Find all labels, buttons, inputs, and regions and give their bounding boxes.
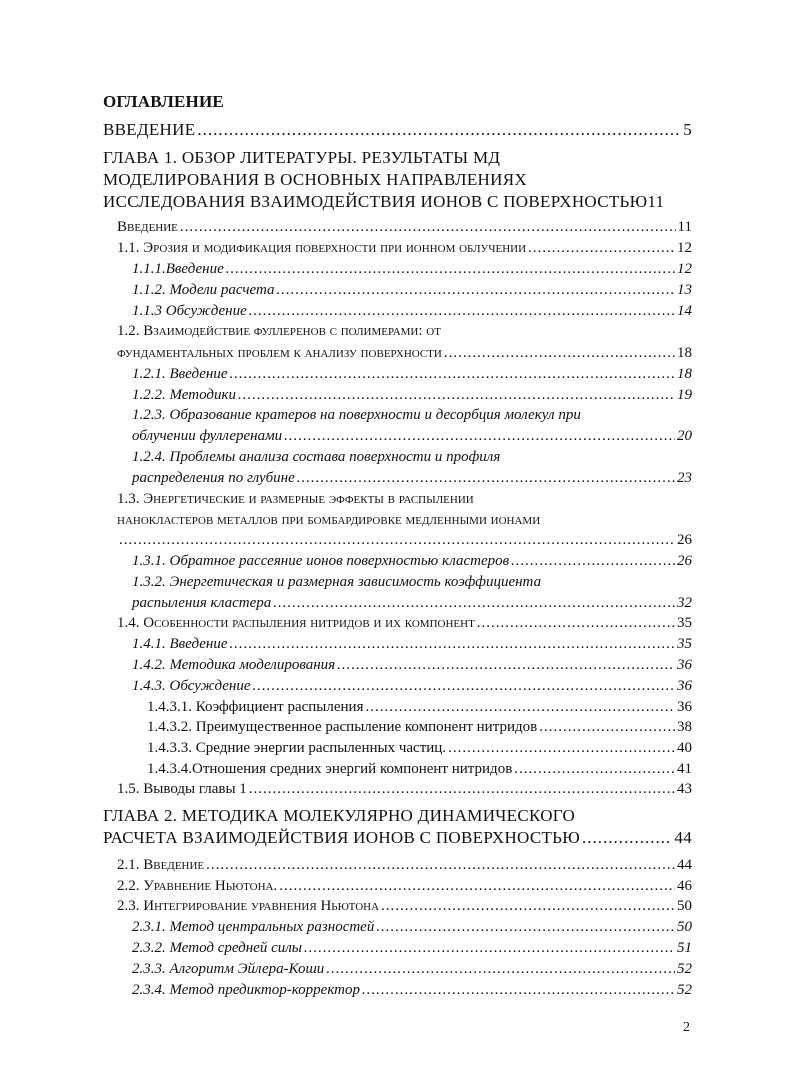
leader-dots [297, 470, 675, 487]
toc-entry-page: 19 [677, 387, 692, 403]
toc-entry-page: 20 [677, 428, 692, 444]
leader-dots [539, 719, 675, 736]
toc-entry-title: 2.3. Интегрирование уравнения Ньютона [117, 898, 380, 914]
toc-entry-title: 2.3.3. Алгоритм Эйлера-Коши [132, 961, 325, 977]
leader-dots [273, 595, 675, 612]
leader-dots [284, 428, 675, 445]
toc-entry-title: 1.1.1.Введение [132, 261, 224, 277]
toc-entry-page: 18 [677, 366, 692, 382]
toc-entry-2-3-2[interactable] [132, 940, 692, 957]
toc-entry-title: Введение [117, 219, 178, 235]
toc-entry-1-3-2[interactable] [132, 595, 692, 612]
leader-dots [253, 678, 676, 695]
leader-dots [304, 940, 675, 957]
toc-entry-page: 13 [677, 282, 692, 298]
leader-dots [376, 919, 675, 936]
toc-entry-title: распыления кластера [132, 595, 272, 611]
toc-entry-1-2-1[interactable] [132, 366, 692, 383]
toc-entry-page: 36 [677, 678, 692, 694]
leader-dots [582, 828, 672, 848]
toc-entry-title: 1.1.3 Обсуждение [132, 303, 247, 319]
toc-entry-page: 18 [677, 345, 692, 361]
toc-entry-title: 1.4.1. Введение [132, 636, 228, 652]
leader-dots [477, 615, 675, 632]
leader-dots [528, 240, 675, 257]
toc-entry-page: 52 [677, 961, 692, 977]
leader-dots [444, 345, 675, 362]
toc-entry-1-2[interactable] [117, 345, 692, 362]
toc-entry-1-3-1[interactable] [132, 553, 692, 570]
toc-entry-title: 2.3.2. Метод средней силы [132, 940, 302, 956]
toc-entry-page: 44 [677, 857, 692, 873]
toc-entry-page: 35 [677, 615, 692, 631]
toc-entry-page: 38 [677, 719, 692, 735]
toc-entry-page: 35 [677, 636, 692, 652]
toc-entry-title: 2.2. Уравнение Ньютона. [117, 878, 278, 894]
leader-dots [277, 282, 675, 299]
toc-entry-1-1-2[interactable] [132, 282, 692, 299]
toc-entry-2-3-3[interactable] [132, 961, 692, 978]
toc-entry-ch1-intro[interactable] [117, 219, 692, 236]
toc-entry-1-3-2-line-1[interactable]: 1.3.2. Энергетическая и размерная зависимость коэффициента [132, 574, 542, 590]
toc-entry-title: 1.4. Особенности распыления нитридов и их компонент [117, 615, 475, 631]
toc-entry-page: 36 [677, 657, 692, 673]
leader-dots [365, 699, 675, 716]
toc-entry-title: облучении фуллеренами [132, 428, 283, 444]
toc-entry-1-3-line-1[interactable]: 1.3. Энергетические и размерные эффекты в распылении [117, 491, 474, 507]
toc-entry-1-2-3[interactable] [132, 428, 692, 445]
toc-entry-2-3[interactable] [117, 898, 692, 915]
toc-entry-page: 23 [677, 470, 692, 486]
toc-entry-page: 36 [677, 699, 692, 715]
toc-entry-page: 12 [677, 261, 692, 277]
leader-dots [511, 553, 675, 570]
toc-heading: ОГЛАВЛЕНИЕ [103, 92, 224, 111]
toc-entry-1-3[interactable] [117, 532, 692, 549]
toc-entry-title: 1.4.3.2. Преимущественное распыление компонент нитридов [147, 719, 538, 735]
toc-entry-page: 50 [677, 898, 692, 914]
leader-dots [197, 120, 681, 140]
toc-entry-1-2-4-line-1[interactable]: 1.2.4. Проблемы анализа состава поверхности и профиля [132, 449, 501, 465]
toc-entry-1-4[interactable] [117, 615, 692, 632]
toc-entry-1-5[interactable] [117, 781, 692, 798]
toc-entry-page: 12 [677, 240, 692, 256]
leader-dots [381, 898, 675, 915]
toc-entry-1-2-2[interactable] [132, 387, 692, 404]
leader-dots [279, 878, 675, 895]
toc-entry-page: 43 [677, 781, 692, 797]
toc-entry-page: 26 [677, 553, 692, 569]
toc-entry-1-4-3-2[interactable] [147, 719, 692, 736]
toc-entry-1-4-2[interactable] [132, 657, 692, 674]
toc-entry-1-1-3[interactable] [132, 303, 692, 320]
toc-entry-page: 46 [677, 878, 692, 894]
toc-entry-title: РАСЧЕТА ВЗАИМОДЕЙСТВИЯ ИОНОВ С ПОВЕРХНОСТЬЮ [103, 828, 580, 847]
leader-dots [249, 303, 675, 320]
toc-entry-2-3-4[interactable] [132, 982, 692, 999]
toc-entry-title: распределения по глубине [132, 470, 295, 486]
toc-entry-chapter-2[interactable] [103, 828, 692, 848]
leader-dots [249, 781, 675, 798]
leader-dots [230, 366, 676, 383]
toc-entry-1-3-line-2[interactable]: нанокластеров металлов при бомбардировке медленными ионами [117, 512, 541, 528]
toc-entry-1-4-3[interactable] [132, 678, 692, 695]
toc-entry-2-3-1[interactable] [132, 919, 692, 936]
leader-dots [180, 219, 676, 236]
toc-entry-title: 1.4.2. Методика моделирования [132, 657, 336, 673]
chapter-1-title-line-2[interactable]: МОДЕЛИРОВАНИЯ В ОСНОВНЫХ НАПРАВЛЕНИЯХ [103, 170, 527, 189]
toc-entry-page: 26 [677, 532, 692, 548]
toc-entry-title: 1.2.2. Методики [132, 387, 236, 403]
chapter-2-title-line-1[interactable]: ГЛАВА 2. МЕТОДИКА МОЛЕКУЛЯРНО ДИНАМИЧЕСКОГО [103, 806, 576, 825]
leader-dots [514, 761, 675, 778]
toc-entry-page: 41 [677, 761, 692, 777]
toc-entry-title: ВВЕДЕНИЕ [103, 120, 196, 139]
toc-entry-page: 40 [677, 740, 692, 756]
toc-entry-title: 1.1. Эрозия и модификация поверхности при ионном облучении [117, 240, 527, 256]
toc-entry-page: 52 [677, 982, 692, 998]
toc-entry-1-1[interactable] [117, 240, 692, 257]
toc-entry-title: 2.3.4. Метод предиктор-корректор [132, 982, 360, 998]
toc-entry-1-2-line-1[interactable]: 1.2. Взаимодействие фуллеренов с полимерами: от [117, 323, 441, 339]
toc-entry-title: 1.5. Выводы главы 1 [117, 781, 247, 797]
leader-dots [226, 261, 675, 278]
toc-entry-title: 1.2.1. Введение [132, 366, 228, 382]
toc-entry-page: 11 [677, 219, 692, 235]
toc-entry-title: 1.3.1. Обратное рассеяние ионов поверхностью кластеров [132, 553, 510, 569]
toc-entry-1-2-4[interactable] [132, 470, 692, 487]
leader-dots [119, 532, 675, 549]
toc-entry-intro[interactable] [103, 120, 692, 140]
toc-entry-1-1-1[interactable] [132, 261, 692, 278]
leader-dots [362, 982, 675, 999]
toc-entry-2-1[interactable] [117, 857, 692, 874]
page-number: 2 [683, 1020, 690, 1035]
toc-entry-title: 1.4.3.1. Коэффициент распыления [147, 699, 364, 715]
toc-entry-title: 2.1. Введение [117, 857, 205, 873]
toc-entry-title: 2.3.1. Метод центральных разностей [132, 919, 375, 935]
toc-entry-title: 1.4.3. Обсуждение [132, 678, 251, 694]
toc-entry-page: 44 [674, 828, 692, 847]
leader-dots [337, 657, 675, 674]
toc-entry-page: 50 [677, 919, 692, 935]
toc-entry-title: 1.1.2. Модели расчета [132, 282, 275, 298]
toc-entry-1-4-3-3[interactable] [147, 740, 692, 757]
leader-dots [238, 387, 675, 404]
leader-dots [448, 740, 675, 757]
toc-entry-title: 1.4.3.4.Отношения средних энергий компонент нитридов [147, 761, 513, 777]
leader-dots [230, 636, 676, 653]
toc-entry-page: 51 [677, 940, 692, 956]
toc-entry-title: фундаментальных проблем к анализу поверхности [117, 345, 442, 361]
toc-entry-1-4-1[interactable] [132, 636, 692, 653]
toc-entry-page: 32 [677, 595, 692, 611]
toc-entry-1-2-3-line-1[interactable]: 1.2.3. Образование кратеров на поверхности и десорбция молекул при [132, 407, 581, 423]
toc-entry-page: 14 [677, 303, 692, 319]
toc-entry-1-4-3-4[interactable] [147, 761, 692, 778]
leader-dots [206, 857, 675, 874]
leader-dots [326, 961, 675, 978]
toc-entry-1-4-3-1[interactable] [147, 699, 692, 716]
toc-entry-title: 1.4.3.3. Средние энергии распыленных частиц. [147, 740, 447, 756]
toc-entry-page: 5 [683, 120, 692, 139]
chapter-1-title-line-1[interactable]: ГЛАВА 1. ОБЗОР ЛИТЕРАТУРЫ. РЕЗУЛЬТАТЫ МД [103, 148, 501, 167]
chapter-1-title-line-3[interactable]: ИССЛЕДОВАНИЯ ВЗАИМОДЕЙСТВИЯ ИОНОВ С ПОВЕРХНОСТЬЮ11 [103, 192, 665, 211]
toc-entry-2-2[interactable] [117, 878, 692, 895]
